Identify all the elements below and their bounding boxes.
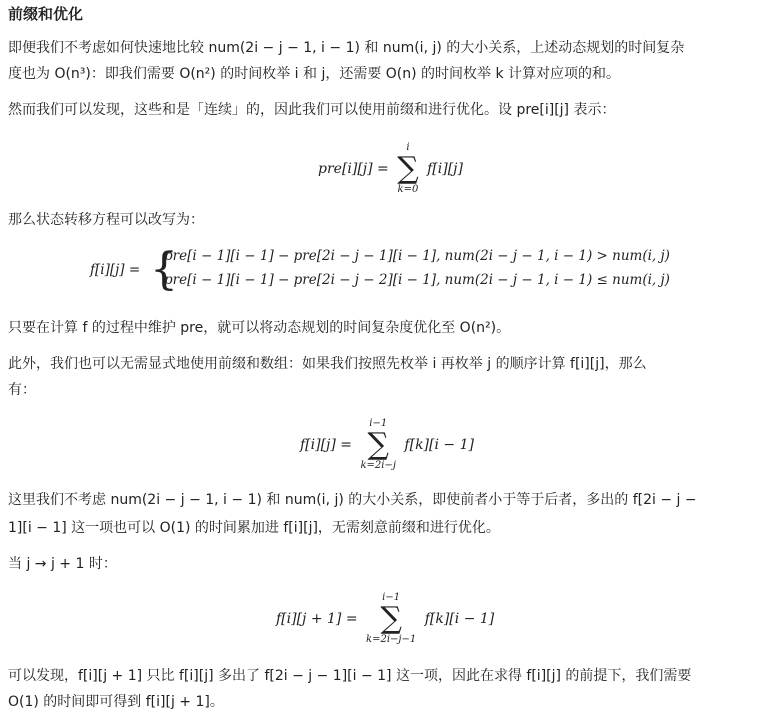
paragraph-1-line-2: 度也为 O(n³)：即我们需要 O(n²) 的时间枚举 i 和 j，还需要 O(n) 的时间枚举 k 计算对应项的和。 — [8, 66, 621, 82]
eq1-lower: k=0 — [397, 184, 419, 195]
sum-symbol: i−1 ∑ k=2i−j−1 — [366, 592, 417, 645]
eq4-rhs: f[k][i − 1] — [424, 611, 495, 627]
eq3-lower: k=2i−j — [360, 460, 396, 471]
equation-f-sum — [300, 418, 474, 472]
brace: { — [150, 244, 178, 295]
eq1-rhs: f[i][j] — [427, 161, 463, 177]
paragraph-6-line-1: 这里我们不考虑 num(2i − j − 1, i − 1) 和 num(i, j) 的大小关系，即使前者小于等于后者，多出的 f[2i − j − — [8, 492, 697, 508]
paragraph-8-line-2: O(1) 的时间即可得到 f[i][j + 1]。 — [8, 694, 224, 710]
paragraph-6-line-2: 1][i − 1] 这一项也可以 O(1) 的时间累加进 f[i][j]，无需刻意前缀和进行优化。 — [8, 520, 500, 536]
eq2-case-2: pre[i − 1][i − 1] − pre[2i − j − 2][i − 1], num(2i − j − 1, i − 1) ≤ num(i, j) — [164, 272, 670, 288]
eq1-lhs: pre[i][j] = — [318, 161, 389, 177]
section-title: 前缀和优化 — [8, 5, 84, 23]
sum-symbol: i ∑ k=0 — [397, 142, 419, 195]
eq3-rhs: f[k][i − 1] — [404, 437, 474, 453]
paragraph-5-line-2: 有： — [8, 382, 36, 398]
paragraph-5-line-1: 此外，我们也可以无需显式地使用前缀和数组：如果我们按照先枚举 i 再枚举 j 的顺序计算 f[i][j]，那么 — [8, 356, 647, 372]
eq1-upper: i — [406, 142, 410, 153]
eq3-lhs: f[i][j] = — [300, 437, 353, 453]
eq3-upper: i−1 — [369, 418, 388, 429]
paragraph-3: 那么状态转移方程可以改写为： — [8, 212, 204, 228]
eq4-lower: k=2i−j−1 — [366, 634, 417, 645]
sum-symbol: i−1 ∑ k=2i−j — [360, 418, 396, 471]
eq4-lhs: f[i][j + 1] = — [276, 611, 358, 627]
equation-f-next — [276, 592, 494, 646]
paragraph-7: 当 j → j + 1 时： — [8, 556, 117, 572]
paragraph-8-line-1: 可以发现，f[i][j + 1] 只比 f[i][j] 多出了 f[2i − j − 1][i − 1] 这一项，因此在求得 f[i][j] 的前提下，我们需要 — [8, 668, 692, 684]
paragraph-1-line-1: 即便我们不考虑如何快速地比较 num(2i − j − 1, i − 1) 和 num(i, j) 的大小关系，上述动态规划的时间复杂 — [8, 40, 685, 56]
eq2-case-1: pre[i − 1][i − 1] − pre[2i − j − 1][i − 1], num(2i − j − 1, i − 1) > num(i, j) — [164, 248, 670, 264]
eq4-upper: i−1 — [382, 592, 401, 603]
eq2-lhs: f[i][j] = — [90, 262, 141, 278]
paragraph-2: 然而我们可以发现，这些和是「连续」的，因此我们可以使用前缀和进行优化。设 pre[i][j] 表示： — [8, 102, 616, 118]
equation-pre-definition — [318, 142, 463, 196]
paragraph-4: 只要在计算 f 的过程中维护 pre，就可以将动态规划的时间复杂度优化至 O(n²)。 — [8, 320, 511, 336]
